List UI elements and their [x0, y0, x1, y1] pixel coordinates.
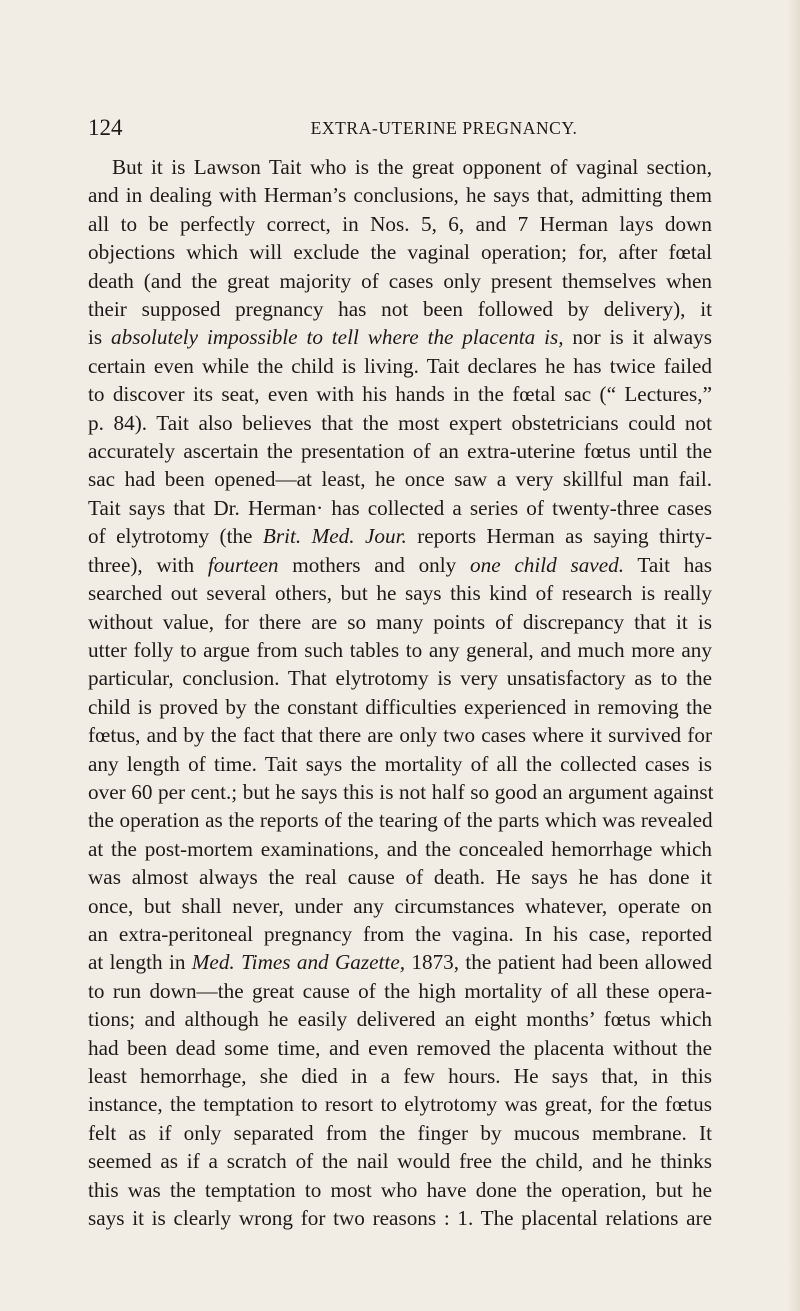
text-line	[88, 153, 712, 181]
text-line	[88, 1062, 712, 1090]
line-text: objections which will exclude the vaginal operation; for, after fœtal	[88, 240, 712, 265]
text-line	[88, 948, 712, 976]
line-text: the operation as the reports of the tearing of the parts which was revealed	[88, 808, 713, 833]
line-text: Tait says that Dr. Herman· has collected a series of twenty-three cases	[88, 495, 712, 520]
line-text: three), with	[88, 552, 208, 577]
text-line	[88, 835, 712, 863]
text-line	[88, 750, 712, 778]
text-line	[88, 181, 712, 209]
text-line	[88, 494, 712, 522]
line-text: an extra-peritoneal pregnancy from the vagina. In his case, reported	[88, 921, 712, 946]
line-text: least hemorrhage, she died in a few hours. He says that, in this	[88, 1064, 712, 1088]
line-text: mothers and only	[278, 552, 470, 577]
text-line	[88, 1147, 712, 1175]
line-text: p. 84). Tait also believes that the most expert obstetricians could not	[88, 410, 712, 435]
text-line	[88, 977, 712, 1005]
line-text: seemed as if a scratch of the nail would free the child, and he thinks	[88, 1149, 712, 1174]
text-line	[88, 636, 712, 664]
line-text: was almost always the real cause of death. He says he has done it	[88, 865, 712, 890]
running-title: EXTRA-UTERINE PREGNANCY.	[310, 118, 578, 138]
line-text: 1873, the patient had been allowed	[405, 950, 712, 975]
text-line	[88, 664, 712, 692]
line-text: any length of time. Tait says the mortality of all the collected cases is	[88, 751, 712, 776]
italic-text: Med. Times and Gazette,	[191, 950, 406, 975]
text-line	[88, 437, 712, 465]
line-text: particular, conclusion. That elytrotomy is very unsatisfactory as to the	[88, 666, 712, 691]
line-text: had been dead some time, and even removed the placenta without the	[88, 1035, 712, 1060]
line-text: says it is clearly wrong for two reasons : 1. The placental relations are	[88, 1206, 712, 1231]
line-text: sac had been opened—at least, he once saw a very skillful man fail.	[88, 467, 712, 492]
text-line	[88, 210, 712, 238]
line-text: death (and the great majority of cases only present themselves when	[88, 268, 712, 293]
line-text: Tait has	[624, 552, 712, 577]
text-line	[88, 778, 712, 806]
text-line	[88, 1204, 712, 1232]
page-number: 124	[88, 115, 123, 140]
page-edge-shadow	[788, 0, 800, 1311]
text-line	[88, 806, 712, 834]
line-text: this was the temptation to most who have done the operation, but he	[88, 1177, 712, 1202]
line-text: all to be perfectly correct, in Nos. 5, 6, and 7 Herman lays down	[88, 211, 712, 236]
text-line	[88, 267, 712, 295]
italic-text: Brit. Med. Jour.	[262, 524, 407, 549]
line-text: to discover its seat, even with his hands in the fœtal sac (“ Lectures,”	[88, 382, 712, 407]
line-text: accurately ascertain the presentation of an extra-uterine fœtus until the	[88, 439, 712, 464]
line-text: child is proved by the constant difficulties experienced in removing the	[88, 694, 712, 719]
text-line	[88, 295, 712, 323]
line-text: to run down—the great cause of the high mortality of all these opera-	[88, 978, 712, 1003]
line-text: without value, for there are so many points of discrepancy that it is	[88, 609, 712, 634]
line-text: utter folly to argue from such tables to any general, and much more any	[88, 637, 712, 662]
text-line	[88, 892, 712, 920]
line-text: their supposed pregnancy has not been followed by delivery), it	[88, 297, 712, 322]
text-line	[88, 551, 712, 579]
line-text: and in dealing with Herman’s conclusions, he says that, admitting them	[88, 183, 712, 208]
line-text: at the post-mortem examinations, and the concealed hemorrhage which	[88, 836, 712, 861]
text-line	[88, 323, 712, 351]
italic-text: fourteen	[207, 552, 279, 577]
text-line	[88, 579, 712, 607]
line-text: nor is it always	[563, 325, 712, 350]
text-line	[88, 238, 712, 266]
text-line	[88, 1005, 712, 1033]
text-line	[88, 920, 712, 948]
text-line	[88, 863, 712, 891]
body-paragraph	[88, 153, 712, 1232]
text-line	[88, 1090, 712, 1118]
italic-text: absolutely impossible to tell where the placenta is,	[111, 325, 564, 350]
text-line	[88, 1034, 712, 1062]
text-line	[88, 1119, 712, 1147]
text-line	[88, 352, 712, 380]
text-line	[88, 693, 712, 721]
text-line	[88, 380, 712, 408]
line-text: instance, the temptation to resort to elytrotomy was great, for the fœtus	[88, 1092, 712, 1117]
line-text: searched out several others, but he says this kind of research is really	[88, 581, 712, 606]
line-text: at length in	[88, 950, 192, 975]
italic-text: one child saved.	[470, 552, 624, 577]
line-text: is	[88, 325, 111, 350]
line-text: felt as if only separated from the finger by mucous membrane. It	[88, 1120, 712, 1145]
page-header	[88, 115, 708, 143]
line-text: But it is Lawson Tait who is the great opponent of vaginal section,	[112, 155, 712, 179]
text-line	[88, 409, 712, 437]
text-line	[88, 721, 712, 749]
line-text: reports Herman as saying thirty-	[406, 524, 712, 549]
line-text: tions; and although he easily delivered an eight months’ fœtus which	[88, 1007, 712, 1032]
text-line	[88, 465, 712, 493]
line-text: fœtus, and by the fact that there are only two cases where it survived for	[88, 723, 712, 748]
line-text: once, but shall never, under any circumstances whatever, operate on	[88, 893, 712, 918]
text-line	[88, 608, 712, 636]
line-text: over 60 per cent.; but he says this is not half so good an argument against	[88, 779, 714, 804]
line-text: of elytrotomy (the	[88, 524, 263, 549]
text-line	[88, 522, 712, 550]
text-line	[88, 1176, 712, 1204]
line-text: certain even while the child is living. Tait declares he has twice failed	[88, 353, 712, 378]
